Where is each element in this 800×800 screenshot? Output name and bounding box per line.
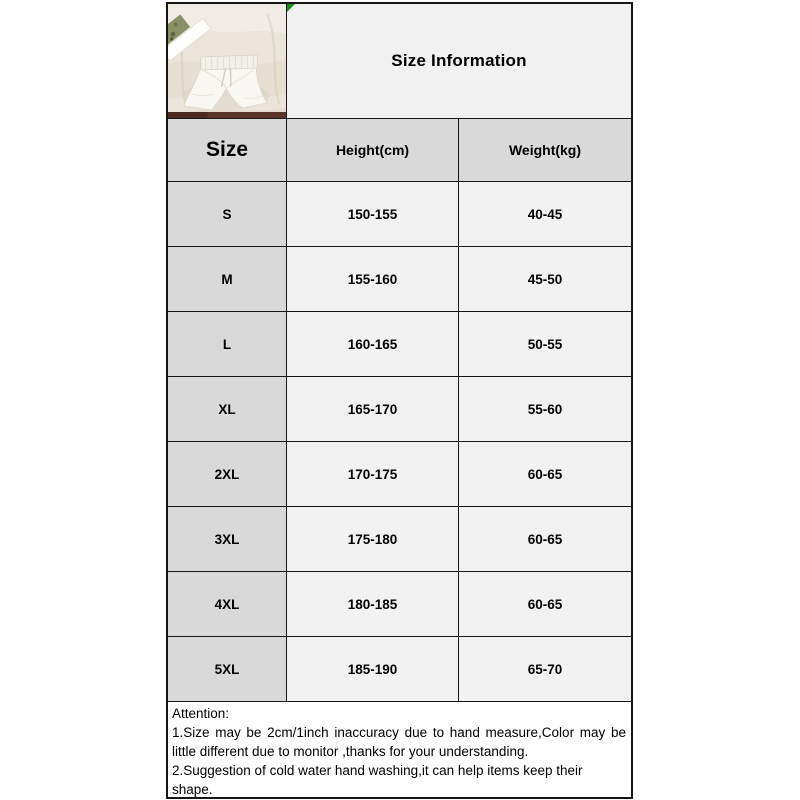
size-information-header	[287, 4, 631, 118]
table-row	[168, 507, 631, 572]
height-cell: 160-165	[287, 312, 459, 377]
height-cell: 165-170	[287, 377, 459, 442]
size-cell: L	[168, 312, 287, 377]
attention-note	[168, 702, 631, 797]
weight-cell: 45-50	[459, 247, 631, 312]
size-cell: 3XL	[168, 507, 287, 572]
attention-note-1: 1.Size may be 2cm/1inch inaccuracy due to hand measure,Color may be little different due to monitor ,thanks for your understanding.	[172, 725, 626, 759]
weight-cell: 60-65	[459, 572, 631, 637]
height-cell: 175-180	[287, 507, 459, 572]
size-cell: S	[168, 182, 287, 247]
table-row	[168, 572, 631, 637]
size-cell: 2XL	[168, 442, 287, 507]
height-cell: 155-160	[287, 247, 459, 312]
height-cell: 150-155	[287, 182, 459, 247]
attention-label: Attention:	[172, 706, 230, 721]
table-row	[168, 312, 631, 377]
size-cell: 4XL	[168, 572, 287, 637]
table-row	[168, 377, 631, 442]
weight-cell: 60-65	[459, 507, 631, 572]
weight-cell: 65-70	[459, 637, 631, 702]
weight-cell: 60-65	[459, 442, 631, 507]
product-photo	[168, 4, 287, 118]
height-cell: 180-185	[287, 572, 459, 637]
column-header-size: Size	[168, 119, 287, 182]
table-row	[168, 182, 631, 247]
table-header-row	[168, 119, 631, 182]
size-cell: 5XL	[168, 637, 287, 702]
column-header-weight: Weight(kg)	[459, 119, 631, 182]
height-cell: 185-190	[287, 637, 459, 702]
top-row	[168, 4, 631, 119]
size-chart-sheet	[166, 2, 633, 799]
column-header-height: Height(cm)	[287, 119, 459, 182]
weight-cell: 50-55	[459, 312, 631, 377]
attention-note-2: 2.Suggestion of cold water hand washing,it can help items keep their shape.	[172, 763, 583, 797]
table-row	[168, 442, 631, 507]
page-title: Size Information	[391, 51, 527, 70]
height-cell: 170-175	[287, 442, 459, 507]
table-row	[168, 247, 631, 312]
size-cell: M	[168, 247, 287, 312]
table-row	[168, 637, 631, 702]
weight-cell: 40-45	[459, 182, 631, 247]
size-cell: XL	[168, 377, 287, 442]
comment-corner-icon	[287, 4, 295, 12]
weight-cell: 55-60	[459, 377, 631, 442]
shorts-photo-illustration	[168, 4, 286, 118]
